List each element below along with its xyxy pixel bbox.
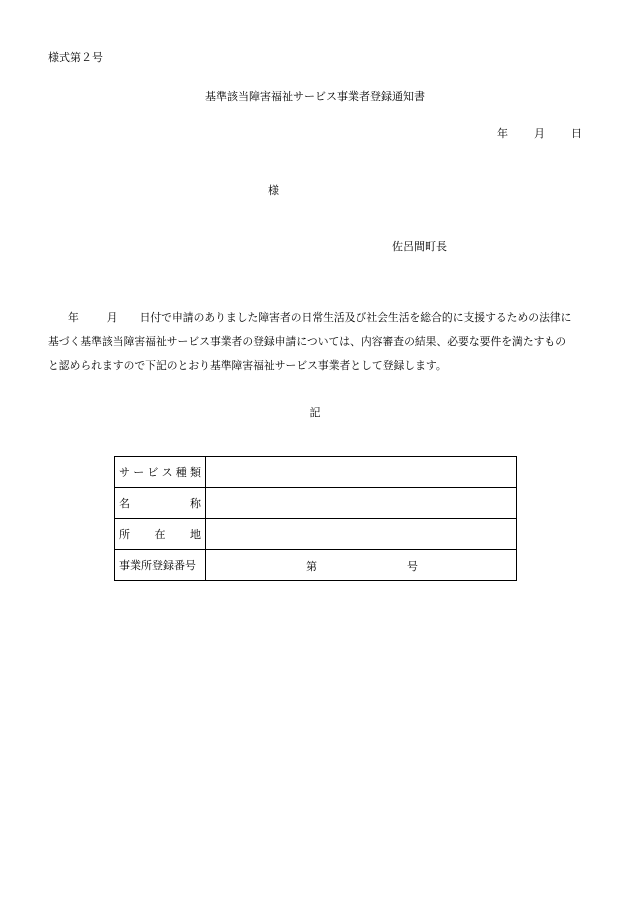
recipient-suffix: 様 [268, 184, 279, 197]
body-paragraph [48, 306, 582, 378]
body-year-label: 年 [68, 311, 79, 324]
form-number: 様式第２号 [48, 51, 103, 64]
date-line [497, 125, 582, 141]
body-line-2: 基づく基準該当障害福祉サービス事業者の登録申請については、内容審査の結果、必要な要件を満たすもの [48, 335, 567, 348]
location-char: 地 [190, 528, 201, 541]
table-row-location [115, 519, 517, 550]
location-char: 在 [154, 528, 166, 541]
name-char: 称 [190, 497, 201, 510]
office-number-label: 事業所登録番号 [115, 550, 206, 581]
office-number-value [206, 550, 517, 581]
body-line-1 [48, 306, 582, 330]
issuer-name: 佐呂間町長 [392, 240, 447, 253]
service-type-char: 類 [189, 466, 201, 479]
name-value [206, 488, 517, 519]
number-dai-label: 第 [306, 560, 317, 573]
table-row-service-type [115, 457, 517, 488]
service-type-char: ー [133, 466, 145, 479]
ki-heading: 記 [309, 406, 321, 419]
date-year-label: 年 [497, 127, 508, 140]
location-value [206, 519, 517, 550]
table-row-office-number [115, 550, 517, 581]
location-label [115, 519, 206, 550]
date-day-label: 日 [571, 127, 582, 140]
number-go-label: 号 [407, 560, 418, 573]
document-title: 基準該当障害福祉サービス事業者登録通知書 [205, 90, 425, 103]
registration-table [114, 456, 517, 581]
service-type-char: ビ [147, 466, 159, 479]
table-row-name [115, 488, 517, 519]
service-type-char: サ [119, 466, 130, 479]
date-month-label: 月 [534, 127, 545, 140]
service-type-char: ス [161, 466, 173, 479]
body-line-1-text: 日付で申請のありました障害者の日常生活及び社会生活を総合的に支援するための法律に [139, 311, 572, 324]
name-label [115, 488, 206, 519]
body-line-3: と認められますので下記のとおり基準障害福祉サービス事業者として登録します。 [48, 359, 447, 372]
name-char: 名 [119, 497, 130, 510]
service-type-label [115, 457, 206, 488]
body-month-label: 月 [106, 311, 118, 324]
location-char: 所 [119, 528, 130, 541]
service-type-value [206, 457, 517, 488]
service-type-char: 種 [175, 466, 187, 479]
